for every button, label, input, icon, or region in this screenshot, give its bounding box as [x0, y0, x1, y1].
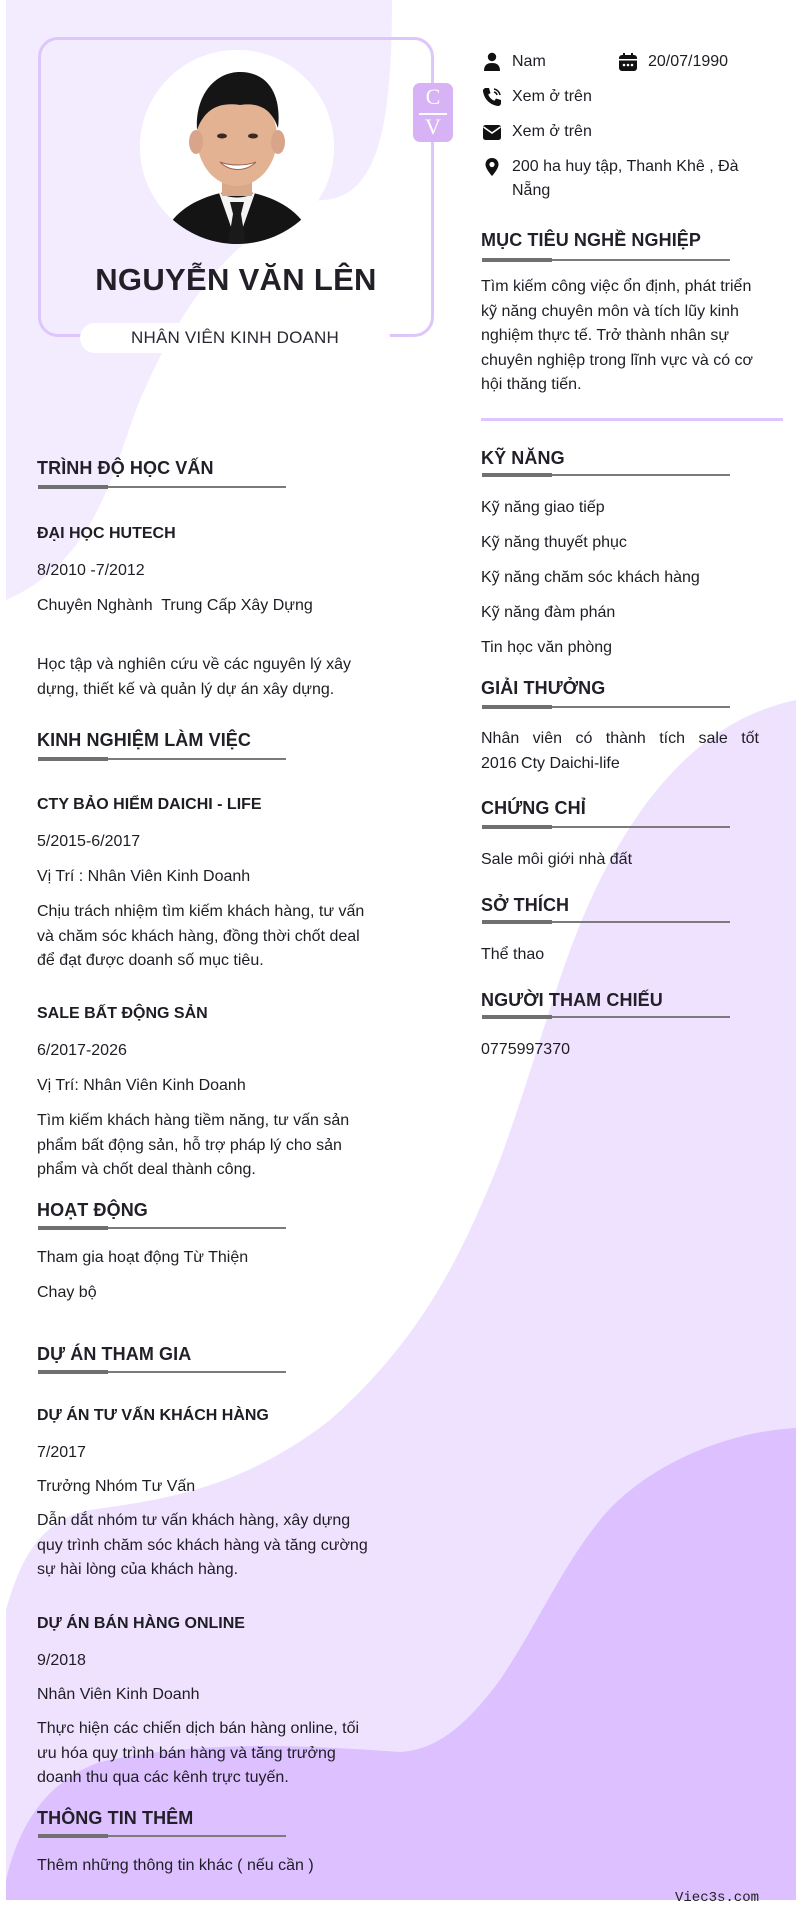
section-title-extra: THÔNG TIN THÊM [37, 1808, 194, 1828]
hobby-item: Thể thao [481, 946, 545, 963]
address-value: 200 ha huy tập, Thanh Khê , Đà Nẵng [512, 158, 739, 199]
skill-item: Kỹ năng giao tiếp [481, 499, 605, 516]
education-major: Chuyên Nghành Trung Cấp Xây Dựng [37, 597, 313, 614]
skill-item: Kỹ năng đàm phán [481, 604, 616, 621]
project-description: Dẫn dắt nhóm tư vấn khách hàng, xây dựng quy trình chăm sóc khách hàng và tăng cường sự hài lòng của khách hàng. [37, 1512, 368, 1578]
job-description: Chịu trách nhiệm tìm kiếm khách hàng, tư vấn và chăm sóc khách hàng, đồng thời chốt deal để đạt được doanh số mục tiêu. [37, 903, 365, 969]
birthday-value: 20/07/1990 [648, 53, 729, 70]
job-period: 6/2017-2026 [37, 1042, 127, 1059]
section-title-skills: KỸ NĂNG [481, 448, 565, 468]
section-rule [482, 706, 730, 708]
project-period: 9/2018 [37, 1652, 86, 1669]
job-position: Vị Trí: Nhân Viên Kinh Doanh [37, 1077, 246, 1094]
gender-value: Nam [512, 53, 546, 70]
project-period: 7/2017 [37, 1444, 86, 1461]
job-title: NHÂN VIÊN KINH DOANH [80, 323, 390, 353]
section-rule [482, 259, 730, 261]
job-position: Vị Trí : Nhân Viên Kinh Doanh [37, 868, 251, 885]
section-title-activities: HOẠT ĐỘNG [37, 1200, 148, 1220]
section-rule [38, 1227, 286, 1229]
company-name: SALE BẤT ĐỘNG SẢN [37, 1005, 208, 1022]
calendar-icon [618, 52, 638, 72]
school-name: ĐẠI HỌC HUTECH [37, 525, 176, 542]
cv-badge [413, 83, 453, 142]
project-name: DỰ ÁN BÁN HÀNG ONLINE [37, 1615, 245, 1632]
objective-text: Tìm kiếm công việc ổn định, phát triển kỹ năng chuyên môn và tích lũy kinh nghiệm thực tế. Trở thành nhân sự chuyên nghiệp trong lĩnh vực và có cơ hội thăng tiến. [481, 278, 754, 393]
location-pin-icon [482, 157, 502, 177]
project-role: Nhân Viên Kinh Doanh [37, 1686, 200, 1703]
section-rule [38, 1835, 286, 1837]
project-role: Trưởng Nhóm Tư Vấn [37, 1478, 196, 1495]
section-rule [38, 486, 286, 488]
section-title-awards: GIẢI THƯỞNG [481, 678, 606, 698]
contact-address [482, 155, 739, 203]
section-title-references: NGƯỜI THAM CHIẾU [481, 990, 663, 1010]
activity-item: Tham gia hoạt động Từ Thiện [37, 1249, 249, 1266]
skill-item: Kỹ năng thuyết phục [481, 534, 627, 551]
project-name: DỰ ÁN TƯ VẤN KHÁCH HÀNG [37, 1407, 269, 1424]
contact-email [482, 120, 592, 144]
section-rule [482, 474, 730, 476]
section-title-projects: DỰ ÁN THAM GIA [37, 1344, 192, 1364]
section-title-education: TRÌNH ĐỘ HỌC VẤN [37, 458, 214, 478]
contact-gender [482, 50, 546, 74]
phone-value: Xem ở trên [512, 88, 592, 105]
section-title-experience: KINH NGHIỆM LÀM VIỆC [37, 730, 252, 750]
phone-icon [482, 87, 502, 107]
section-title-certificates: CHỨNG CHỈ [481, 798, 586, 818]
skill-item: Kỹ năng chăm sóc khách hàng [481, 569, 700, 586]
section-rule [482, 921, 730, 923]
avatar [140, 50, 334, 244]
activity-item: Chay bộ [37, 1284, 97, 1301]
education-period: 8/2010 -7/2012 [37, 562, 145, 579]
profile-photo [140, 50, 334, 244]
contact-phone [482, 85, 592, 109]
email-value: Xem ở trên [512, 123, 592, 140]
awards-text: Nhân viên có thành tích sale tốt 2016 Cty Daichi-life [481, 730, 759, 772]
section-title-objective: MỤC TIÊU NGHỀ NGHIỆP [481, 230, 702, 250]
section-rule [482, 1016, 730, 1018]
project-description: Thực hiện các chiến dịch bán hàng online, tối ưu hóa quy trình bán hàng và tăng trưởng doanh thu qua các kênh trực tuyến. [37, 1720, 360, 1786]
skill-item: Tin học văn phòng [481, 639, 613, 656]
education-description: Học tập và nghiên cứu về các nguyên lý xây dựng, thiết kế và quản lý dự án xây dựng. [37, 656, 351, 698]
watermark: Viec3s.com [675, 1890, 760, 1906]
contact-birthday [618, 50, 728, 74]
section-rule [38, 1371, 286, 1373]
job-description: Tìm kiếm khách hàng tiềm năng, tư vấn sản phẩm bất động sản, hỗ trợ pháp lý cho sản phẩm và chốt deal thành công. [37, 1112, 350, 1178]
certificate-item: Sale môi giới nhà đất [481, 851, 633, 868]
candidate-name: NGUYỄN VĂN LÊN [95, 262, 377, 297]
cv-badge-top: C [425, 84, 441, 109]
section-title-hobbies: SỞ THÍCH [481, 895, 570, 915]
job-period: 5/2015-6/2017 [37, 833, 141, 850]
person-icon [482, 52, 502, 72]
company-name: CTY BẢO HIỂM DAICHI - LIFE [37, 796, 262, 813]
extra-info: Thêm những thông tin khác ( nếu cần ) [37, 1857, 314, 1874]
mail-icon [482, 122, 502, 142]
section-rule [38, 758, 286, 760]
section-rule [482, 826, 730, 828]
section-divider [481, 418, 783, 421]
cv-badge-bottom: V [425, 114, 441, 139]
reference-phone: 0775997370 [481, 1041, 570, 1058]
